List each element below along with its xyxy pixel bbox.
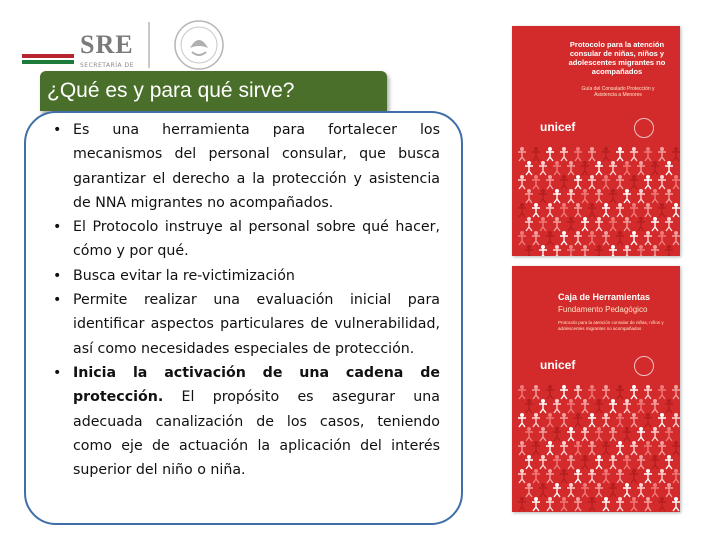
- cover-seal-icon: [634, 356, 654, 376]
- children-pattern: [512, 144, 680, 256]
- bullet-text: Busca evitar la re-victimización: [73, 267, 295, 284]
- unicef-logo: unicef: [540, 120, 576, 134]
- bullet-item: [53, 288, 440, 361]
- logo-stripe-green: [22, 60, 74, 64]
- logo-text: SRE: [80, 30, 134, 59]
- cover-title: Caja de Herramientas: [558, 292, 651, 302]
- bullet-text: Es una herramienta para fortalecer los mecanismos del personal consular, que busca garantizar el derecho a la protección y asistencia de NNA migrantes no acompañados.: [73, 122, 440, 211]
- bullet-item: [53, 118, 440, 215]
- children-pattern: [512, 382, 680, 512]
- bullet-item: [53, 264, 440, 288]
- bullet-text: El Protocolo instruye al personal sobre qué hacer, cómo y por qué.: [73, 219, 440, 260]
- coat-of-arms-icon: [172, 18, 226, 72]
- bullet-text: Permite realizar una evaluación inicial para identificar aspectos particulares de vulnerabilidad, así como necesidades especiales de protección.: [73, 292, 440, 357]
- logo-subtext: SECRETARÍA DE: [80, 62, 134, 69]
- protocol-cover: [512, 26, 680, 256]
- cover-subtitle: Fundamento Pedagógico: [558, 305, 648, 314]
- bullet-item: [53, 215, 440, 264]
- cover-seal-icon: [634, 118, 654, 138]
- slide-title-box: [40, 71, 387, 111]
- logo-divider: [148, 22, 150, 68]
- bullet-item: [53, 361, 440, 482]
- bullet-bold-text: Inicia la activación de una cadena de protección.: [73, 364, 440, 406]
- bullet-text: El propósito es asegurar una adecuada canalización de los casos, teniendo como eje de actuación la aplicación del interés superior del niño o niña.: [73, 389, 440, 479]
- logo-stripe-red: [22, 54, 74, 58]
- cover-note: Protocolo para la atención consular de niñas, niños y adolescentes migrantes no acompañados: [558, 320, 664, 331]
- slide-title: ¿Qué es y para qué sirve?: [47, 79, 295, 102]
- cover-subtitle: Guía del Consulado Protección y Asistencia a Menores: [581, 86, 655, 98]
- cover-title: Protocolo para la atención consular de niñas, niños y adolescentes migrantes no acompañados: [568, 40, 666, 76]
- unicef-logo: unicef: [540, 358, 576, 372]
- toolkit-cover: [512, 266, 680, 512]
- sre-logo: [22, 18, 232, 72]
- bullet-list: [53, 118, 440, 482]
